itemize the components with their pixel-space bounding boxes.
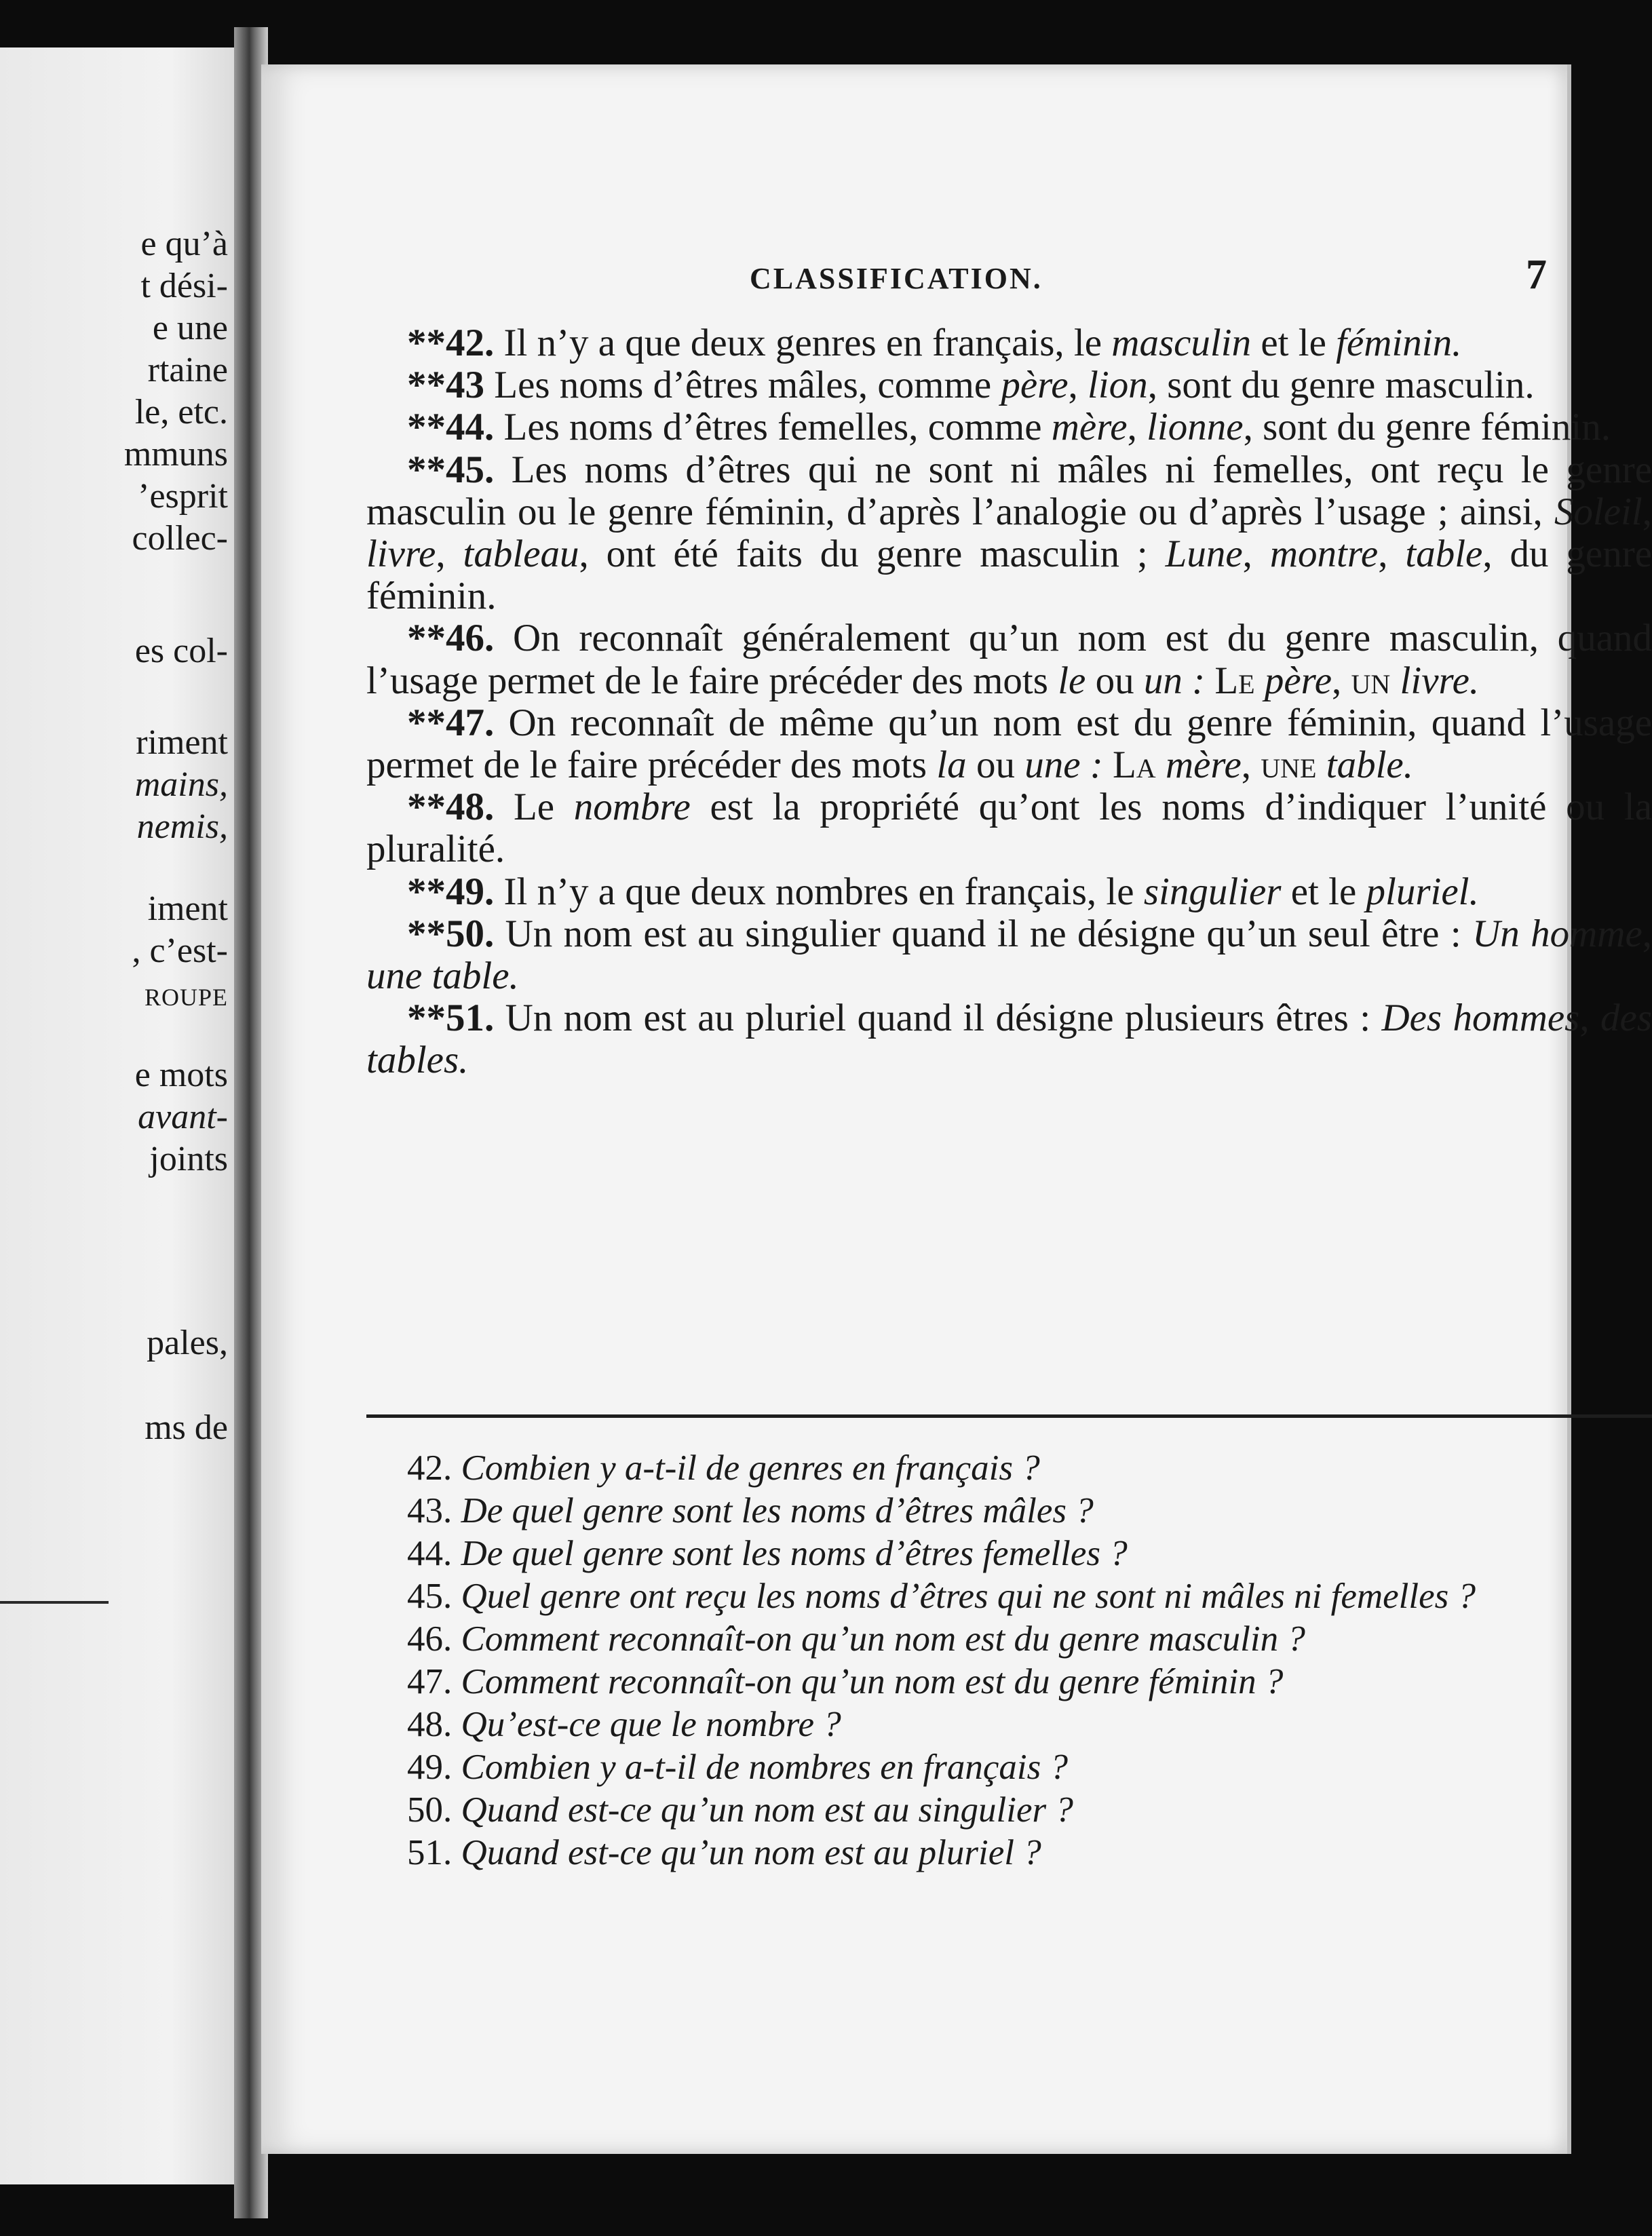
left-page-line: ’esprit xyxy=(138,477,228,516)
paragraph-number: **47. xyxy=(407,701,495,744)
question-text: Combien y a-t-il de genres en français ? xyxy=(461,1448,1040,1488)
question xyxy=(366,1618,1652,1661)
text-run xyxy=(1205,659,1214,702)
question-number: 44. xyxy=(407,1534,453,1573)
paragraph-number: **45. xyxy=(407,448,495,491)
italic-term: livre. xyxy=(1400,659,1480,702)
left-page-rule xyxy=(0,1601,109,1604)
lesson-text xyxy=(366,322,1652,1082)
running-head: CLASSIFICATION. xyxy=(750,262,1043,295)
italic-term: le xyxy=(1058,659,1086,702)
paragraph-number: **46. xyxy=(407,617,495,660)
left-page-line: collec- xyxy=(132,519,228,558)
text-run xyxy=(1156,744,1166,786)
question-text: De quel genre sont les noms d’êtres mâles ? xyxy=(461,1491,1094,1530)
paragraph xyxy=(366,786,1652,870)
text-run: est la propriété qu’ont les noms d’indiquer l’unité ou la pluralité. xyxy=(366,786,1652,871)
small-caps-term: un xyxy=(1351,659,1391,702)
paragraph xyxy=(366,364,1652,406)
text-run: On reconnaît généralement qu’un nom est du genre masculin, quand l’usage permet de le faire précéder des mots xyxy=(366,617,1652,702)
left-page-line: e qu’à xyxy=(140,225,228,263)
text-run: , xyxy=(1127,406,1147,449)
question-number: 50. xyxy=(407,1790,453,1830)
text-run: , xyxy=(1242,533,1270,576)
text-run: , ont été faits du genre masculin ; xyxy=(579,533,1166,576)
text-run: Les noms d’êtres femelles, comme xyxy=(494,406,1052,449)
question xyxy=(366,1533,1652,1575)
text-run: Il n’y a que deux genres en français, le xyxy=(494,322,1112,364)
question-number: 45. xyxy=(407,1577,453,1616)
left-page-line: pales, xyxy=(147,1324,228,1362)
question xyxy=(366,1746,1652,1789)
left-page-line: rtaine xyxy=(147,351,228,389)
italic-term: Soleil xyxy=(1554,490,1643,533)
question xyxy=(366,1703,1652,1746)
text-run: Un nom est au singulier quand il ne désigne qu’un seul être : xyxy=(494,912,1473,955)
italic-term: mère xyxy=(1051,406,1128,449)
paragraph-number: **50. xyxy=(407,912,495,955)
italic-term: père xyxy=(1001,364,1069,407)
left-page-line: mmuns xyxy=(123,435,228,474)
italic-term: une table. xyxy=(366,955,519,998)
question xyxy=(366,1447,1652,1490)
question-number: 49. xyxy=(407,1748,453,1787)
italic-term: la xyxy=(936,744,967,787)
text-run: ou xyxy=(966,744,1025,787)
text-run: , sont du genre masculin. xyxy=(1147,364,1535,407)
small-caps-term: La xyxy=(1112,744,1156,787)
paragraph-number: **51. xyxy=(407,997,495,1040)
text-run xyxy=(1103,744,1113,786)
paragraph xyxy=(366,449,1652,618)
italic-term: lionne xyxy=(1147,406,1244,449)
question-number: 47. xyxy=(407,1662,453,1701)
section-rule xyxy=(366,1414,1652,1418)
question-number: 42. xyxy=(407,1448,453,1488)
left-page-line: ms de xyxy=(145,1408,228,1447)
question-text: Quand est-ce qu’un nom est au singulier ? xyxy=(461,1790,1073,1830)
paragraph xyxy=(366,322,1652,364)
question-number: 43. xyxy=(407,1491,453,1530)
paragraph-number: **44. xyxy=(407,406,495,449)
italic-term: Un homme xyxy=(1472,912,1643,955)
italic-term: lion xyxy=(1088,364,1148,407)
text-run: et le xyxy=(1281,870,1366,913)
question-text: Combien y a-t-il de nombres en français ? xyxy=(461,1748,1068,1787)
text-run: Les noms d’êtres mâles, comme xyxy=(484,364,1001,407)
text-run: , xyxy=(436,533,463,576)
questionnaire xyxy=(366,1447,1652,1874)
right-page xyxy=(261,64,1652,2154)
left-page-line: t dési- xyxy=(140,267,228,305)
text-run: ou xyxy=(1086,659,1144,702)
left-page-line: iment xyxy=(147,889,228,928)
text-run: , xyxy=(1642,490,1652,533)
small-caps-term: Le xyxy=(1214,659,1255,702)
italic-term: table xyxy=(1405,533,1483,576)
question xyxy=(366,1661,1652,1703)
page-number: 7 xyxy=(1526,252,1547,298)
question xyxy=(366,1789,1652,1832)
left-page-line: joints xyxy=(149,1140,228,1178)
paragraph xyxy=(366,913,1652,997)
italic-term: Des hommes xyxy=(1381,997,1580,1040)
left-page-line: mains, xyxy=(134,765,228,804)
text-run: , xyxy=(1241,744,1261,787)
question-text: Qu’est-ce que le nombre ? xyxy=(461,1705,841,1744)
italic-term: nombre xyxy=(573,786,691,829)
paragraph xyxy=(366,702,1652,786)
paragraph xyxy=(366,406,1652,448)
italic-term: un : xyxy=(1143,659,1206,702)
text-run: , xyxy=(1332,659,1351,702)
question-text: Comment reconnaît-on qu’un nom est du genre masculin ? xyxy=(461,1619,1305,1659)
text-run: Les noms d’êtres qui ne sont ni mâles ni femelles, ont reçu le genre masculin ou le genre féminin, d’après l’analogie ou d’après l’usage ; ainsi, xyxy=(366,448,1652,533)
text-run: , du genre féminin. xyxy=(366,533,1652,618)
paragraph-number: **49. xyxy=(407,870,495,913)
question-text: Quel genre ont reçu les noms d’êtres qui ne sont ni mâles ni femelles ? xyxy=(461,1577,1476,1616)
question xyxy=(366,1575,1652,1618)
italic-term: une : xyxy=(1024,744,1103,787)
italic-term: mère xyxy=(1165,744,1242,787)
question-number: 48. xyxy=(407,1705,453,1744)
left-page-line: es col- xyxy=(134,632,228,670)
left-page-line: , c’est- xyxy=(132,931,228,970)
italic-term: pluriel. xyxy=(1366,870,1479,913)
text-run: , xyxy=(1642,912,1652,955)
italic-term: père xyxy=(1264,659,1332,702)
text-run: , sont du genre féminin. xyxy=(1243,406,1611,449)
question-text: De quel genre sont les noms d’êtres femelles ? xyxy=(461,1534,1128,1573)
paragraph-number: **48. xyxy=(407,786,495,829)
question-number: 46. xyxy=(407,1619,453,1659)
text-run: Le xyxy=(494,786,574,829)
left-page-fragment xyxy=(0,47,244,2184)
left-page-line: e une xyxy=(152,309,228,347)
left-page-line: riment xyxy=(136,723,228,762)
italic-term: livre xyxy=(366,533,436,576)
text-run: et le xyxy=(1251,322,1337,364)
italic-term: féminin. xyxy=(1336,322,1462,364)
question xyxy=(366,1832,1652,1874)
text-run: , xyxy=(1579,997,1601,1040)
italic-term: montre xyxy=(1269,533,1379,576)
left-page-line: le, etc. xyxy=(134,393,228,431)
text-run: On reconnaît de même qu’un nom est du genre féminin, quand l’usage permet de le faire précéder des mots xyxy=(366,701,1652,787)
question-text: Quand est-ce qu’un nom est au pluriel ? xyxy=(461,1833,1041,1872)
text-run xyxy=(1255,659,1265,702)
italic-term: singulier xyxy=(1143,870,1282,913)
italic-term: tableau xyxy=(463,533,579,576)
question xyxy=(366,1490,1652,1533)
paragraph xyxy=(366,997,1652,1081)
left-page-line: e mots xyxy=(134,1056,228,1094)
left-page-line: avant- xyxy=(138,1098,228,1136)
text-run xyxy=(1390,659,1400,702)
question-text: Comment reconnaît-on qu’un nom est du genre féminin ? xyxy=(461,1662,1284,1701)
paragraph xyxy=(366,871,1652,913)
italic-term: masculin xyxy=(1111,322,1252,364)
text-run: Il n’y a que deux nombres en français, le xyxy=(494,870,1144,913)
question-number: 51. xyxy=(407,1833,453,1872)
italic-term: Lune xyxy=(1165,533,1243,576)
paragraph-number: **42. xyxy=(407,322,495,364)
text-run: , xyxy=(1378,533,1406,576)
text-run: Un nom est au pluriel quand il désigne plusieurs êtres : xyxy=(494,997,1382,1040)
paragraph-number: **43 xyxy=(407,364,484,407)
left-page-line: ROUPE xyxy=(144,984,228,1011)
paragraph xyxy=(366,617,1652,701)
small-caps-term: une xyxy=(1261,744,1317,787)
italic-term: table. xyxy=(1326,744,1413,787)
text-run xyxy=(1317,744,1326,786)
italic-term: des tables. xyxy=(366,997,1652,1082)
text-run: , xyxy=(1068,364,1088,407)
left-page-line: nemis, xyxy=(136,807,228,846)
